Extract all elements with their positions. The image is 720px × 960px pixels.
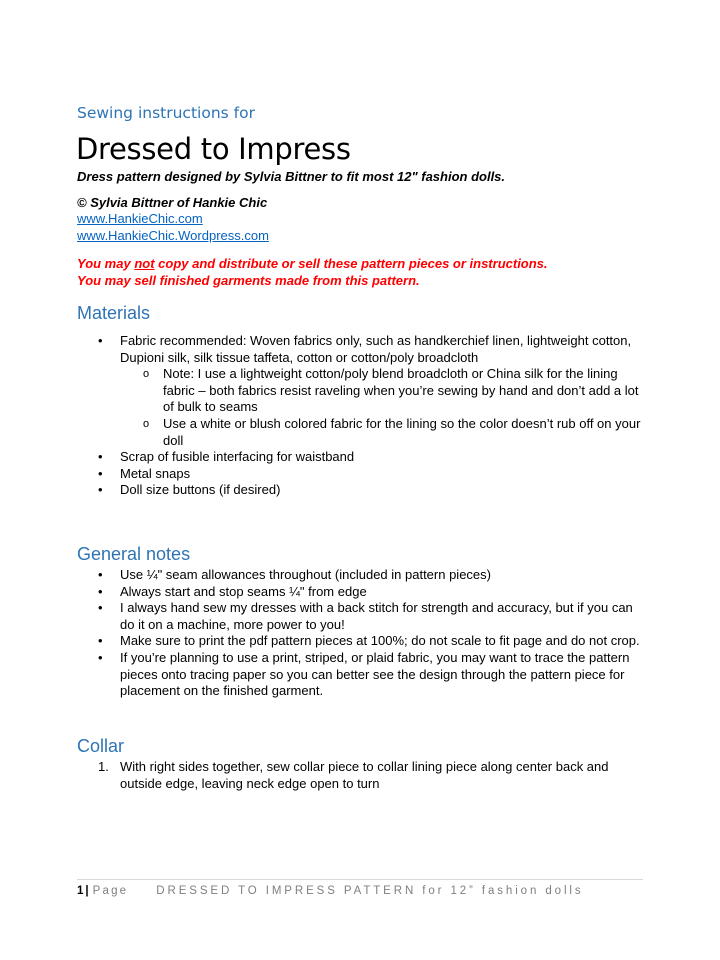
general-notes-heading: General notes <box>77 544 191 564</box>
list-item-text: Note: I use a lightweight cotton/poly blend broadcloth or China silk for the lining fabric – both fabrics resist raveling when you’re sewing by hand and don’t add a lot of bulk to seams <box>163 366 639 415</box>
list-item <box>77 482 647 499</box>
list-item <box>77 584 647 601</box>
pre-title: Sewing instructions for <box>77 104 255 122</box>
page-footer <box>77 884 584 898</box>
list-item <box>77 333 647 366</box>
list-item-text: Always start and stop seams ¼" from edge <box>120 583 367 599</box>
blog-link[interactable]: www.HankieChic.Wordpress.com <box>77 228 269 243</box>
bullet-icon: • <box>98 567 103 582</box>
materials-heading: Materials <box>77 303 151 323</box>
collar-steps <box>77 759 647 792</box>
list-item-text: Doll size buttons (if desired) <box>120 482 281 498</box>
warning-not: not <box>134 256 155 271</box>
list-item <box>77 650 647 700</box>
page-label: Page <box>92 885 129 897</box>
list-item <box>77 567 647 584</box>
list-item <box>77 759 647 792</box>
list-item-text: Scrap of fusible interfacing for waistband <box>120 449 355 465</box>
warning-text: copy and distribute or sell these pattern pieces or instructions. <box>154 256 548 271</box>
list-item-text: Metal snaps <box>120 465 191 481</box>
warning-text: You may <box>77 256 135 271</box>
list-item <box>77 449 647 466</box>
warning-text: You may sell finished garments made from this pattern. <box>77 273 420 288</box>
list-item-text: I always hand sew my dresses with a back stitch for strength and accuracy, but if you can do it on a machine, more power to you! <box>120 600 633 632</box>
sub-list-item <box>77 416 647 449</box>
materials-list <box>77 333 647 499</box>
list-item-text: Fabric recommended: Woven fabrics only, such as handkerchief linen, lightweight cotton, Dupioni silk, silk tissue taffeta, cotton or cotton/poly broadcloth <box>120 333 632 365</box>
bullet-icon: • <box>98 649 103 665</box>
bullet-icon: • <box>98 465 103 481</box>
list-item-text: If you’re planning to use a print, striped, or plaid fabric, you may want to trace the pattern pieces onto tracing paper so you can better see the design through the pattern piece for placement on the finished garment. <box>120 649 630 699</box>
bullet-icon: • <box>98 583 103 599</box>
page-title: Dressed to Impress <box>76 132 351 166</box>
sub-list-item <box>77 366 647 416</box>
bullet-icon: • <box>98 333 103 348</box>
list-item-text: Use ¼" seam allowances throughout (included in pattern pieces) <box>120 567 491 582</box>
bullet-icon: • <box>98 600 103 616</box>
circle-bullet-icon: o <box>143 368 150 381</box>
list-item-text: With right sides together, sew collar piece to collar lining piece along center back and outside edge, leaving neck edge open to turn <box>120 759 609 791</box>
list-item <box>77 466 647 483</box>
footer-separator: | <box>85 885 89 897</box>
step-number: 1. <box>98 759 109 774</box>
footer-divider <box>77 879 643 880</box>
subtitle: Dress pattern designed by Sylvia Bittner to fit most 12" fashion dolls. <box>77 169 506 184</box>
bullet-icon: • <box>98 482 103 498</box>
list-item <box>77 633 647 650</box>
page-number: 1 <box>77 885 84 897</box>
bullet-icon: • <box>98 633 103 649</box>
general-notes-list <box>77 567 647 700</box>
circle-bullet-icon: o <box>143 417 150 430</box>
website-link[interactable]: www.HankieChic.com <box>77 211 203 226</box>
list-item-text: Make sure to print the pdf pattern pieces at 100%; do not scale to fit page and do not crop. <box>120 633 640 649</box>
list-item <box>77 600 647 633</box>
collar-heading: Collar <box>77 736 125 756</box>
bullet-icon: • <box>98 449 103 465</box>
copyright-warning <box>77 255 548 289</box>
list-item-text: Use a white or blush colored fabric for the lining so the color doesn’t rub off on your doll <box>163 415 641 448</box>
copyright-notice: © Sylvia Bittner of Hankie Chic <box>77 195 268 210</box>
footer-title: DRESSED TO IMPRESS PATTERN for 12” fashion dolls <box>156 885 584 897</box>
